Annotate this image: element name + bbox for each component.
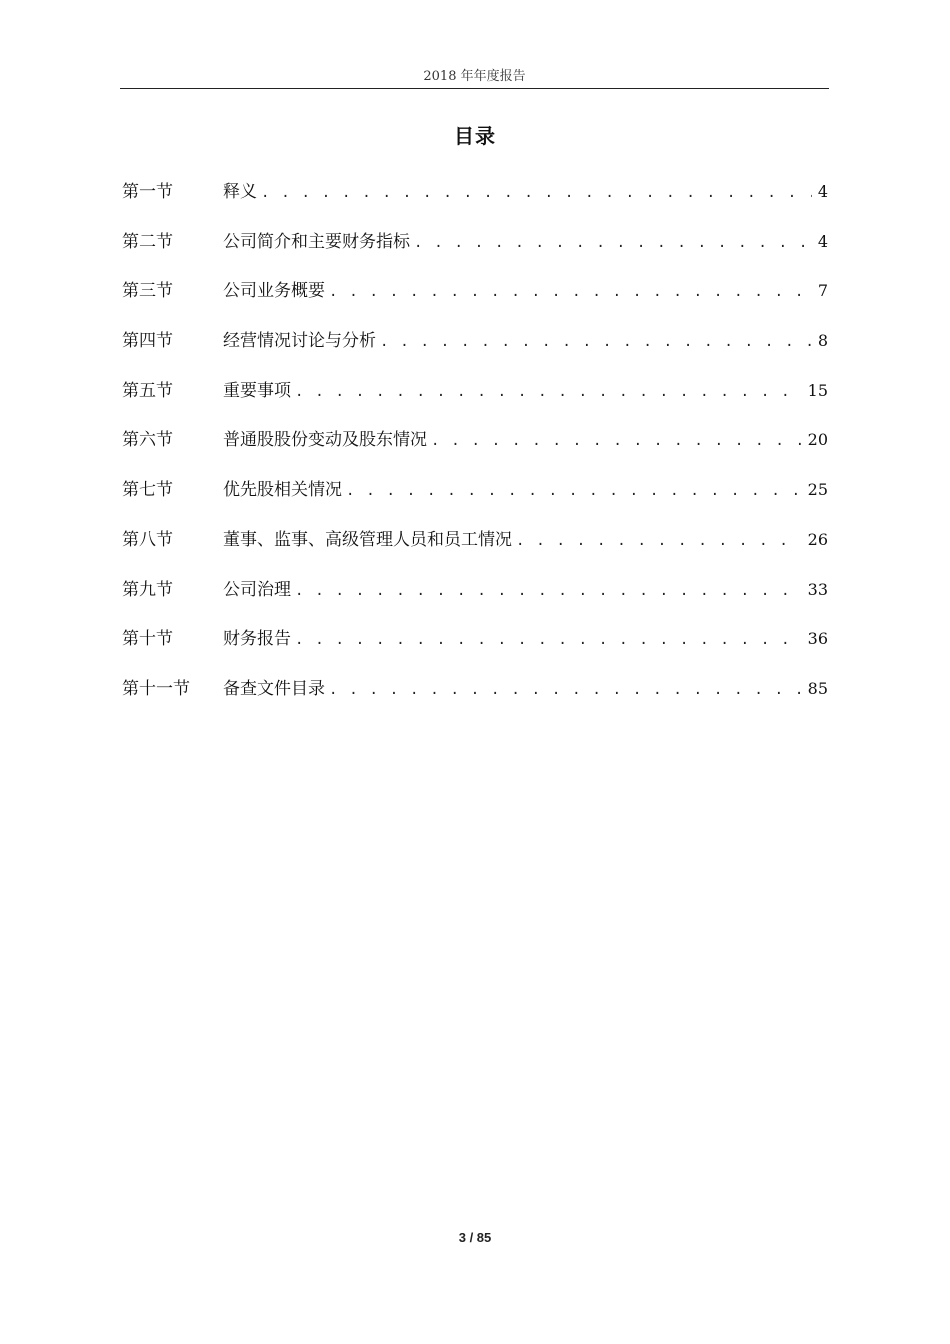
page-header <box>120 66 829 89</box>
toc-entry[interactable] <box>122 573 828 623</box>
toc-section-number: 第六节 <box>122 430 173 451</box>
toc-section-title: 释义 <box>223 182 257 202</box>
toc-section-title: 经营情况讨论与分析 <box>223 331 376 352</box>
toc-entry[interactable] <box>122 274 828 324</box>
toc-section-title: 公司简介和主要财务指标 <box>223 231 410 252</box>
toc-dot-leader <box>516 524 802 558</box>
report-title: 2018 年年度报告 <box>423 69 526 84</box>
toc-entry[interactable] <box>122 423 828 473</box>
toc-section-number: 第十节 <box>122 629 173 650</box>
toc-page-number: 25 <box>807 480 828 500</box>
toc-page-number: 36 <box>807 629 828 649</box>
toc-page-number: 15 <box>807 380 828 400</box>
toc-dot-leader <box>295 375 802 409</box>
toc-dot-leader <box>329 275 812 309</box>
toc-entry[interactable] <box>122 523 828 573</box>
toc-dot-leader <box>380 325 812 359</box>
toc-dot-leader <box>329 673 802 707</box>
toc-section-number: 第五节 <box>122 380 173 401</box>
toc-section-title: 公司治理 <box>223 579 291 600</box>
toc-section-title: 重要事项 <box>223 380 291 401</box>
toc-page-number: 4 <box>817 182 828 201</box>
toc-title: 目录 <box>454 124 496 148</box>
toc-page-number: 20 <box>807 430 828 450</box>
toc-dot-leader <box>261 176 812 210</box>
toc-section-number: 第三节 <box>122 281 173 302</box>
toc-entry[interactable] <box>122 175 828 225</box>
toc-page-number: 4 <box>817 231 828 251</box>
toc-entry[interactable] <box>122 225 828 275</box>
toc-section-number: 第二节 <box>122 231 173 252</box>
toc-dot-leader <box>295 574 802 608</box>
toc-dot-leader <box>295 623 802 657</box>
toc-section-title: 董事、监事、高级管理人员和员工情况 <box>223 529 512 550</box>
toc-page-number: 85 <box>807 678 828 698</box>
toc-entry[interactable] <box>122 324 828 374</box>
toc-section-title: 普通股股份变动及股东情况 <box>223 430 427 451</box>
toc-entry[interactable] <box>122 672 828 722</box>
table-of-contents <box>122 175 828 722</box>
toc-section-number: 第十一节 <box>122 678 190 699</box>
toc-section-number: 第一节 <box>122 182 173 202</box>
toc-entry[interactable] <box>122 622 828 672</box>
toc-section-title: 财务报告 <box>223 629 291 650</box>
toc-section-title: 优先股相关情况 <box>223 480 342 501</box>
toc-page-number: 26 <box>807 529 828 549</box>
page-footer <box>0 1229 950 1247</box>
toc-section-title: 备查文件目录 <box>223 678 325 699</box>
toc-page-number: 8 <box>817 331 828 351</box>
toc-entry[interactable] <box>122 473 828 523</box>
toc-section-number: 第八节 <box>122 529 173 550</box>
toc-dot-leader <box>414 226 812 260</box>
toc-dot-leader <box>346 474 802 508</box>
toc-section-number: 第四节 <box>122 331 173 352</box>
toc-entry[interactable] <box>122 374 828 424</box>
toc-dot-leader <box>431 424 802 458</box>
toc-page-number: 7 <box>817 281 828 301</box>
toc-page-number: 33 <box>807 579 828 599</box>
toc-section-number: 第九节 <box>122 579 173 600</box>
page-indicator: 3 / 85 <box>458 1230 492 1245</box>
toc-section-number: 第七节 <box>122 480 173 501</box>
toc-section-title: 公司业务概要 <box>223 281 325 302</box>
